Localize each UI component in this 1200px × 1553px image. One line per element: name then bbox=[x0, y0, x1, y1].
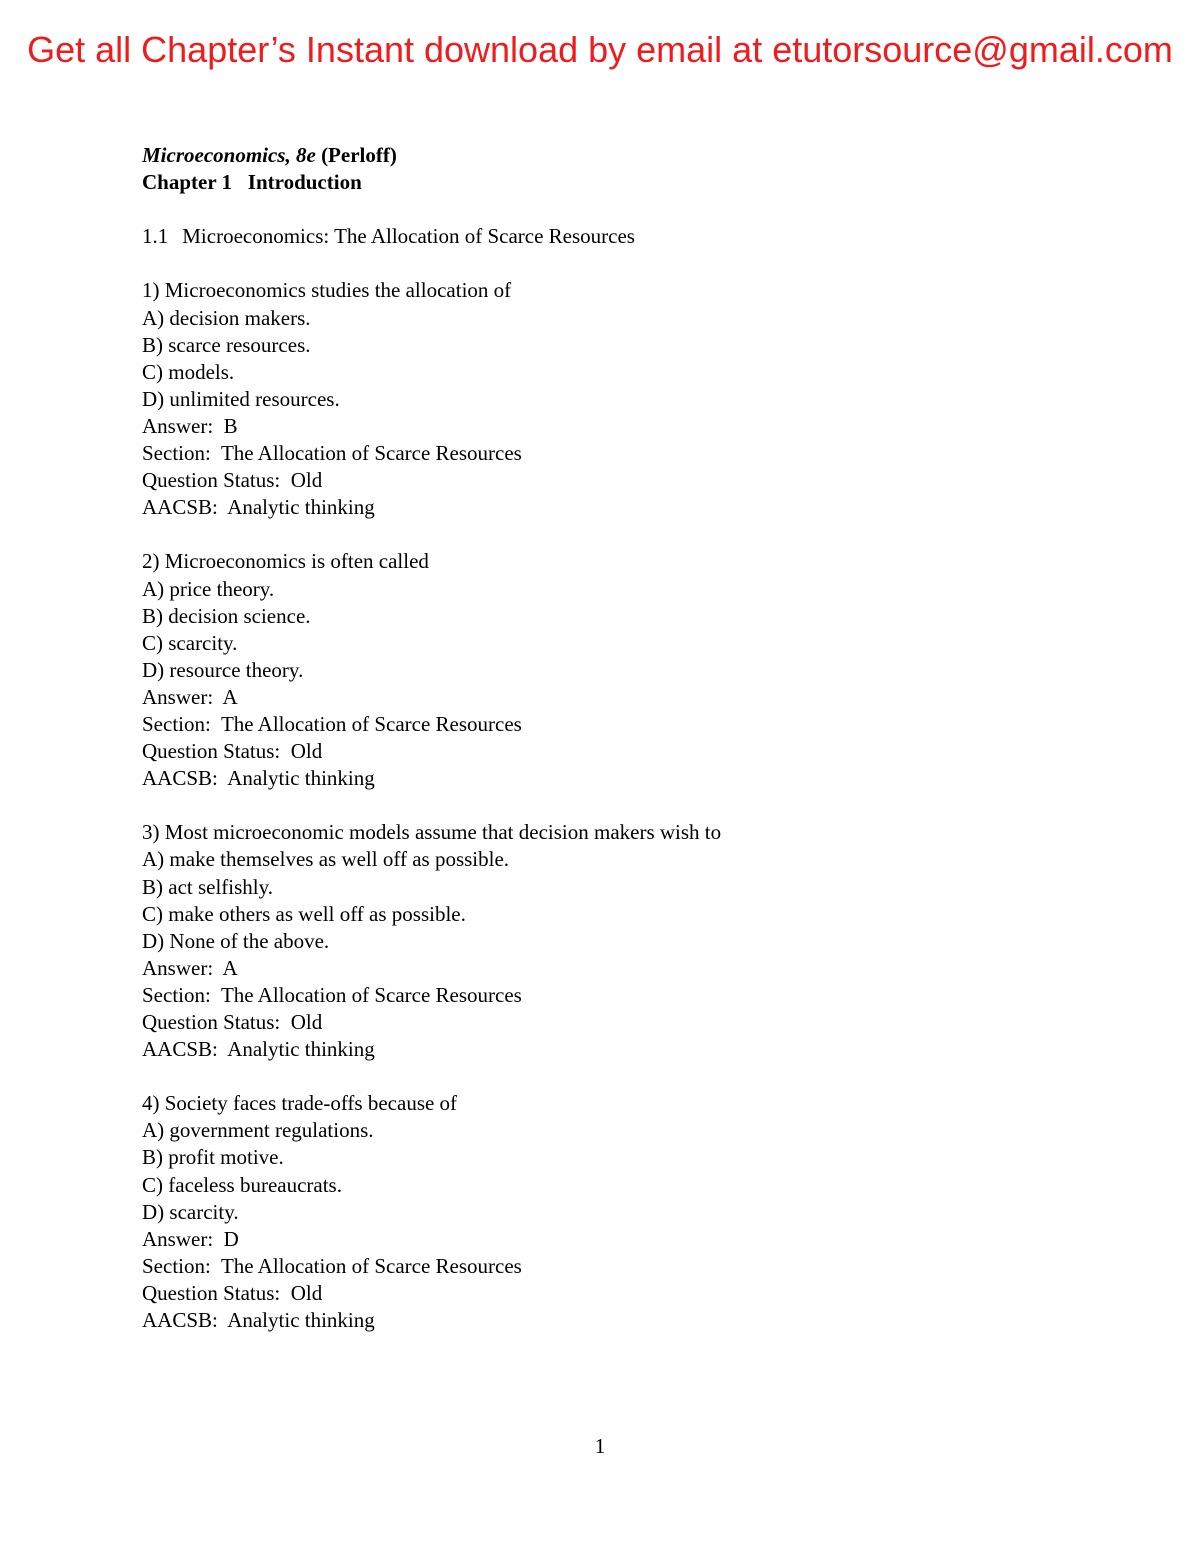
question-section: Section: The Allocation of Scarce Resources bbox=[142, 441, 522, 466]
answer-option: D) unlimited resources. bbox=[142, 386, 340, 411]
answer-option: D) scarcity. bbox=[142, 1199, 239, 1224]
question-stem: 1) Microeconomics studies the allocation of bbox=[142, 278, 512, 303]
answer-option: B) profit motive. bbox=[142, 1145, 284, 1170]
spacer bbox=[142, 792, 1102, 819]
answer-key: Answer: B bbox=[142, 413, 238, 438]
question-aacsb: AACSB: Analytic thinking bbox=[142, 495, 375, 520]
section-heading bbox=[142, 223, 1102, 250]
question-block bbox=[142, 1090, 1102, 1334]
book-author: (Perloff) bbox=[321, 143, 397, 167]
spacer bbox=[142, 196, 1102, 223]
section-number: 1.1 bbox=[142, 224, 169, 249]
question-stem: 2) Microeconomics is often called bbox=[142, 549, 429, 574]
answer-option: C) faceless bureaucrats. bbox=[142, 1172, 342, 1197]
spacer bbox=[142, 1063, 1102, 1090]
answer-option: A) price theory. bbox=[142, 576, 275, 601]
answer-option: B) scarce resources. bbox=[142, 332, 311, 357]
answer-option: C) models. bbox=[142, 359, 235, 384]
question-block bbox=[142, 819, 1102, 1063]
book-title: Microeconomics, 8e bbox=[142, 143, 316, 167]
spacer bbox=[142, 521, 1102, 548]
question-stem: 4) Society faces trade-offs because of bbox=[142, 1091, 458, 1116]
question-section: Section: The Allocation of Scarce Resources bbox=[142, 711, 522, 736]
question-aacsb: AACSB: Analytic thinking bbox=[142, 1037, 375, 1062]
answer-option: A) decision makers. bbox=[142, 305, 311, 330]
answer-option: C) scarcity. bbox=[142, 630, 238, 655]
question-status: Question Status: Old bbox=[142, 1010, 323, 1034]
section-title: Microeconomics: The Allocation of Scarce Resources bbox=[182, 224, 635, 249]
answer-key: Answer: A bbox=[142, 955, 238, 980]
question-status: Question Status: Old bbox=[142, 468, 323, 493]
answer-option: A) government regulations. bbox=[142, 1118, 374, 1143]
question-stem: 3) Most microeconomic models assume that decision makers wish to bbox=[142, 820, 722, 845]
question-status: Question Status: Old bbox=[142, 739, 323, 764]
question-section: Section: The Allocation of Scarce Resources bbox=[142, 982, 522, 1007]
question-block bbox=[142, 548, 1102, 792]
chapter-title: Chapter 1 Introduction bbox=[142, 170, 362, 195]
answer-option: B) decision science. bbox=[142, 603, 311, 628]
answer-key: Answer: A bbox=[142, 684, 238, 709]
spacer bbox=[142, 250, 1102, 277]
answer-option: B) act selfishly. bbox=[142, 874, 274, 899]
answer-option: C) make others as well off as possible. bbox=[142, 901, 466, 926]
question-aacsb: AACSB: Analytic thinking bbox=[142, 1308, 375, 1333]
question-status: Question Status: Old bbox=[142, 1280, 323, 1305]
answer-key: Answer: D bbox=[142, 1226, 239, 1251]
document-body bbox=[142, 142, 1102, 1334]
page-number: 1 bbox=[594, 1434, 606, 1458]
question-block bbox=[142, 277, 1102, 521]
question-section: Section: The Allocation of Scarce Resources bbox=[142, 1253, 522, 1278]
answer-option: D) resource theory. bbox=[142, 657, 304, 682]
download-banner: Get all Chapter’s Instant download by email at etutorsource@gmail.com bbox=[27, 29, 1173, 70]
book-header bbox=[142, 142, 1102, 169]
answer-option: A) make themselves as well off as possible. bbox=[142, 847, 510, 872]
question-aacsb: AACSB: Analytic thinking bbox=[142, 766, 375, 791]
answer-option: D) None of the above. bbox=[142, 928, 330, 953]
